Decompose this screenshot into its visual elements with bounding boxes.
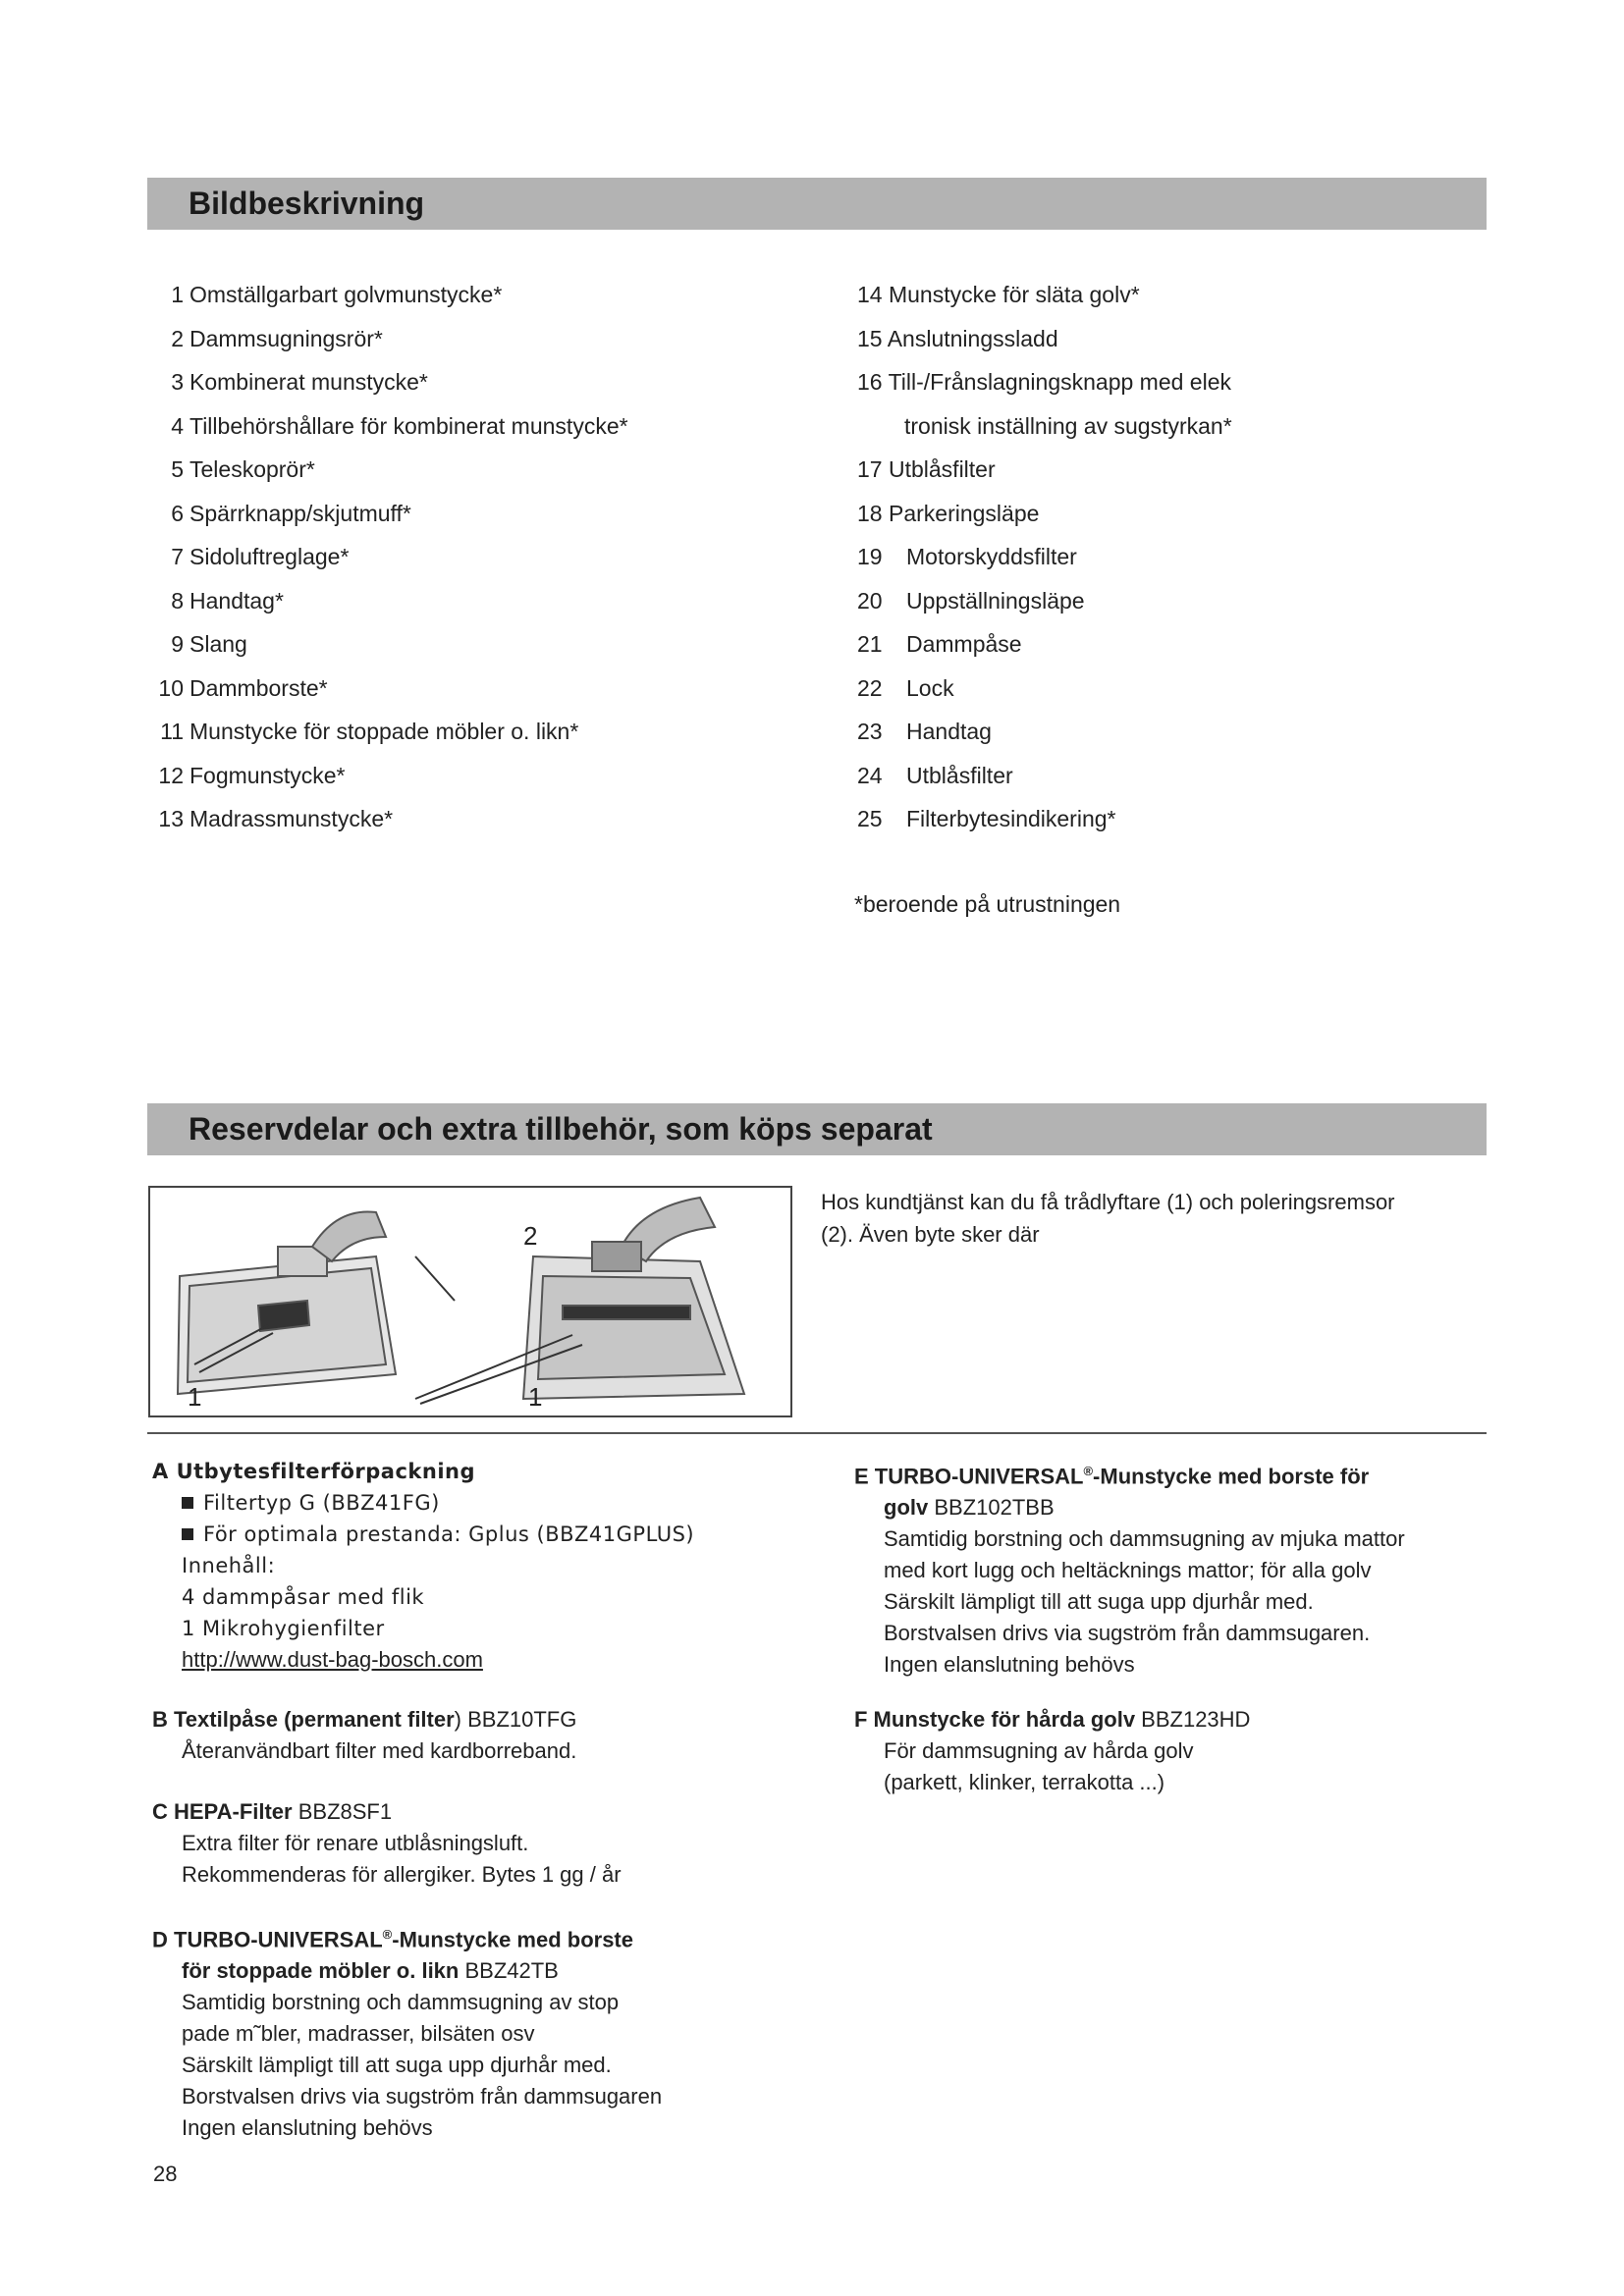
accessory-f: F Munstycke för hårda golv BBZ123HD För dammsugning av hårda golv (parkett, klinker, terrakotta ...) — [854, 1704, 1250, 1798]
list-item: 17 Utblåsfilter — [857, 456, 996, 482]
section-title: Reservdelar och extra tillbehör, som köps separat — [189, 1111, 933, 1147]
bullet-icon — [182, 1497, 193, 1509]
floor-nozzle-right-drawing — [415, 1198, 744, 1404]
accessory-e: E TURBO-UNIVERSAL®-Munstycke med borste för golv BBZ102TBB Samtidig borstning och dammsugning av mjuka mattor med kort lugg och heltäcknings mattor; för alla golv Särskilt lämpligt till att suga upp djurhår med. Borstvalsen drivs via sugström från dammsugaren. Ingen elanslutning behövs — [854, 1456, 1405, 1681]
section-header-reservdelar — [147, 1103, 1487, 1155]
accessory-d: D TURBO-UNIVERSAL®-Munstycke med borste för stoppade möbler o. likn BBZ42TB Samtidig borstning och dammsugning av stop pade m˜bler, madrasser, bilsäten osv Särskilt lämpligt till att suga upp djurhår med. Borstvalsen drivs via sugström från dammsugaren Ingen elanslutning behövs — [152, 1919, 662, 2144]
divider — [147, 1432, 1487, 1434]
parts-list-right — [857, 273, 1232, 841]
list-item: 9 Slang — [171, 631, 247, 657]
list-item: 4 Tillbehörshållare för kombinerat munstycke* — [171, 412, 628, 439]
accessory-heading: D TURBO-UNIVERSAL®-Munstycke med borste — [152, 1927, 633, 1952]
accessory-heading: B Textilpåse (permanent filter) BBZ10TFG — [152, 1707, 577, 1732]
list-item: 7 Sidoluftreglage* — [171, 544, 350, 569]
list-item: 5 Teleskoprör* — [171, 456, 315, 482]
accessory-heading: C HEPA-Filter BBZ8SF1 — [152, 1799, 393, 1824]
list-item: 19 Motorskyddsfilter — [857, 544, 1077, 569]
intro-text: Hos kundtjänst kan du få trådlyftare (1) och poleringsremsor (2). Även byte sker där — [821, 1190, 1395, 1247]
page-number: 28 — [153, 2162, 178, 2186]
list-item: 23 Handtag — [857, 719, 992, 744]
list-item: 8 Handtag* — [171, 587, 284, 614]
parts-list-left — [147, 273, 628, 841]
accessory-heading: E TURBO-UNIVERSAL®-Munstycke med borste för — [854, 1464, 1370, 1489]
list-item: 1 Omställgarbart golvmunstycke* — [171, 282, 503, 307]
list-item: 25 Filterbytesindikering* — [857, 806, 1116, 831]
list-item: 6 Spärrknapp/skjutmuff* — [171, 500, 411, 526]
list-item: 11 Munstycke för stoppade möbler o. likn* — [160, 719, 579, 744]
list-item: 16 Till-/Frånslagningsknapp med elek — [857, 369, 1232, 395]
section-header-bildbeskrivning — [147, 178, 1487, 230]
list-item: 15 Anslutningssladd — [857, 325, 1058, 351]
dust-bag-link[interactable]: http://www.dust-bag-bosch.com — [182, 1647, 483, 1672]
list-item: 21 Dammpåse — [857, 631, 1022, 657]
list-item: 12 Fogmunstycke* — [158, 762, 346, 788]
list-item: 3 Kombinerat munstycke* — [171, 369, 428, 395]
floor-nozzle-left-drawing — [178, 1211, 396, 1394]
figure-label-1-right: 1 — [528, 1382, 543, 1412]
list-item: 14 Munstycke för släta golv* — [857, 282, 1140, 307]
figure-label-2: 2 — [523, 1221, 538, 1251]
footnote: *beroende på utrustningen — [854, 891, 1121, 917]
list-item: 24 Utblåsfilter — [857, 762, 1013, 788]
list-item: 22 Lock — [857, 674, 954, 701]
list-item: 2 Dammsugningsrör* — [171, 325, 383, 351]
list-item: 18 Parkeringsläpe — [857, 500, 1040, 526]
nozzle-illustration — [148, 1186, 792, 1417]
figure-label-1-left: 1 — [188, 1382, 202, 1412]
list-item: 20 Uppställningsläpe — [857, 587, 1085, 614]
accessory-b: B Textilpåse (permanent filter) BBZ10TFG Återanvändbart filter med kardborreband. — [152, 1704, 576, 1767]
list-item: tronisk inställning av sugstyrkan* — [904, 412, 1232, 439]
accessory-heading: F Munstycke för hårda golv BBZ123HD — [854, 1707, 1251, 1732]
section-title: Bildbeskrivning — [189, 186, 425, 221]
accessory-heading: A Utbytesfilterförpackning — [152, 1460, 475, 1483]
accessory-c: C HEPA-Filter BBZ8SF1 Extra filter för renare utblåsningsluft. Rekommenderas för allergiker. Bytes 1 gg / år — [152, 1796, 622, 1891]
bullet-icon — [182, 1528, 193, 1540]
list-item: 10 Dammborste* — [158, 674, 328, 701]
accessory-a: A Utbytesfilterförpackning Filtertyp G (BBZ41FG) För optimala prestanda: Gplus (BBZ41GPLUS) Innehåll: 4 dammpåsar med flik 1 Mikrohygienfilter http://www.dust-bag-bosch.com — [152, 1456, 694, 1676]
list-item: 13 Madrassmunstycke* — [158, 806, 394, 831]
